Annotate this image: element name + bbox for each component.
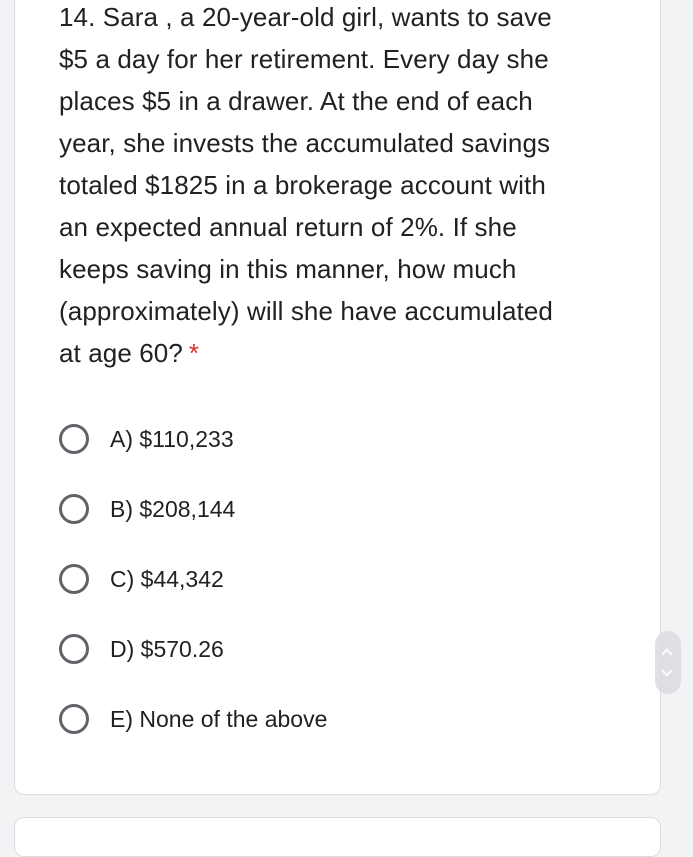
radio-button-a[interactable] (59, 424, 89, 454)
question-card (14, 0, 661, 795)
radio-button-c[interactable] (59, 564, 89, 594)
question-text (59, 0, 619, 374)
option-d[interactable] (59, 629, 224, 669)
question-line: keeps saving in this manner, how much (59, 254, 517, 284)
scroll-navigator[interactable] (655, 631, 681, 694)
question-line: places $5 in a drawer. At the end of each (59, 86, 533, 116)
option-c[interactable] (59, 559, 224, 599)
option-label-e: E) None of the above (110, 705, 328, 732)
question-line: $5 a day for her retirement. Every day she (59, 44, 549, 74)
option-label-d: D) $570.26 (110, 635, 224, 662)
radio-button-e[interactable] (59, 704, 89, 734)
radio-button-b[interactable] (59, 494, 89, 524)
question-line: an expected annual return of 2%. If she (59, 212, 517, 242)
question-line: 14. Sara , a 20-year-old girl, wants to save (59, 2, 552, 32)
chevron-up-icon[interactable] (661, 648, 672, 659)
option-label-a: A) $110,233 (110, 425, 234, 452)
question-line: year, she invests the accumulated savings (59, 128, 551, 158)
question-line-text: at age 60? (59, 338, 183, 368)
option-label-b: B) $208,144 (110, 495, 236, 522)
question-line-last (59, 332, 619, 374)
question-line: totaled $1825 in a brokerage account with (59, 170, 546, 200)
option-a[interactable] (59, 419, 234, 459)
chevron-down-icon[interactable] (661, 665, 672, 676)
option-label-c: C) $44,342 (110, 565, 224, 592)
question-line: (approximately) will she have accumulated (59, 296, 553, 326)
required-asterisk: * (188, 338, 200, 368)
radio-button-d[interactable] (59, 634, 89, 664)
option-b[interactable] (59, 489, 235, 529)
option-e[interactable] (59, 699, 327, 739)
next-question-card (14, 817, 661, 857)
